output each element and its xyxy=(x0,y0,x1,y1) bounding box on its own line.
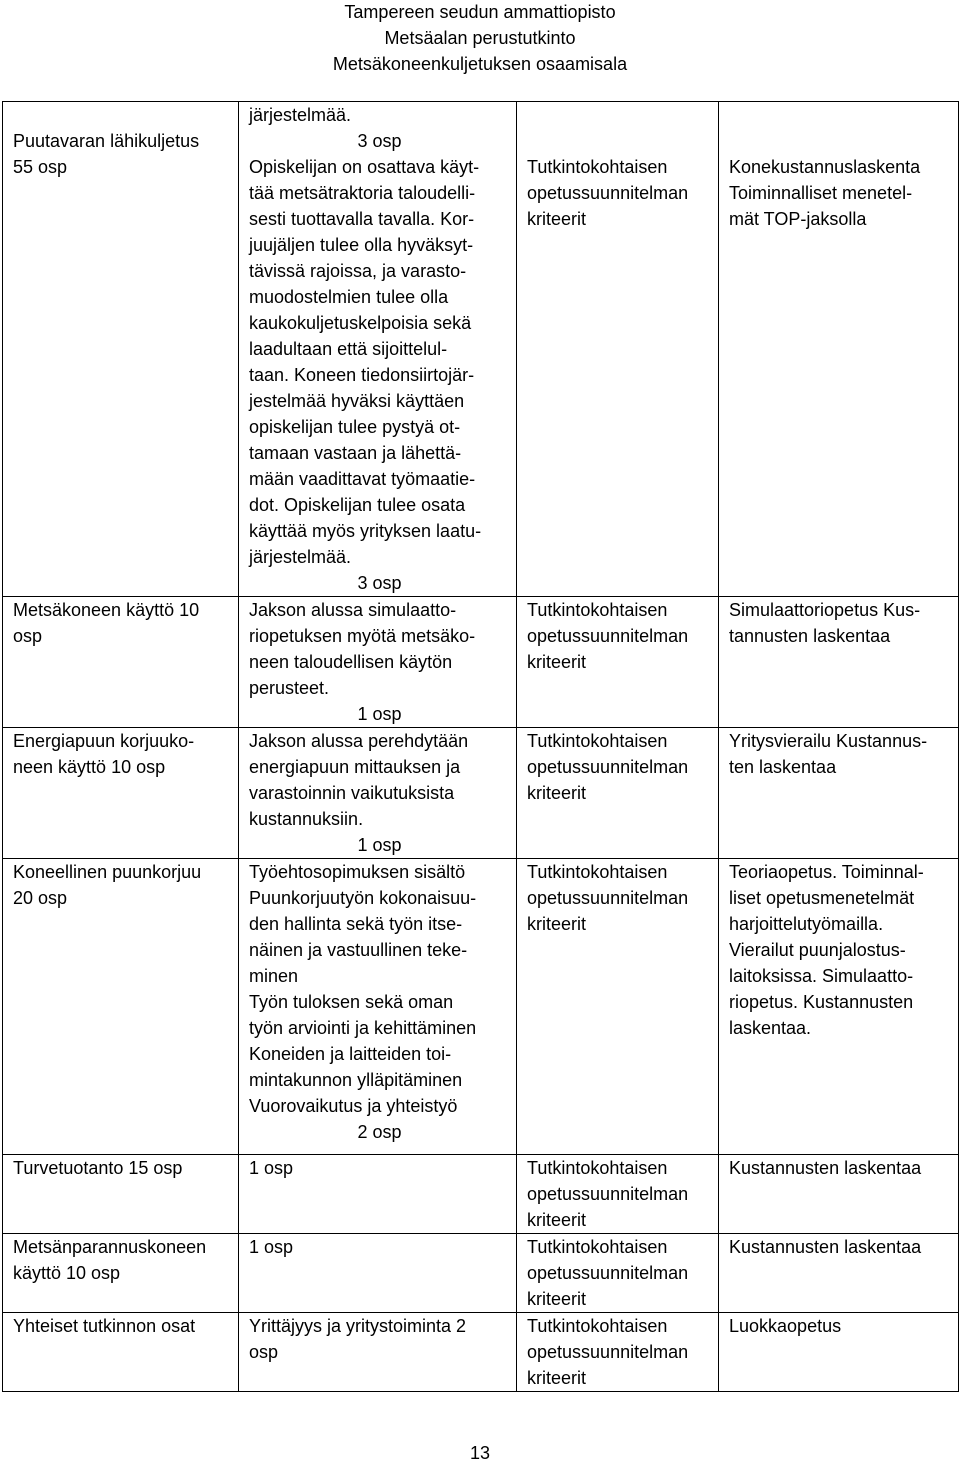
table-row xyxy=(3,728,959,859)
curriculum-table xyxy=(2,101,959,1392)
module-cell: Turvetuotanto 15 osp xyxy=(3,1155,239,1234)
methods-cell: Kustannusten laskentaa xyxy=(719,1155,959,1234)
table-row xyxy=(3,102,959,597)
table-row xyxy=(3,597,959,728)
assessment-cell: Tutkintokohtaisen opetussuunnitelman kriteerit xyxy=(517,597,719,728)
header-degree: Metsäalan perustutkinto xyxy=(384,28,576,48)
module-cell: Metsäkoneen käyttö 10 osp xyxy=(3,597,239,728)
module-cell: Koneellinen puunkorjuu 20 osp xyxy=(3,859,239,1155)
credits-label: 1 osp xyxy=(357,835,402,855)
methods-cell: Yritysvierailu Kustannus- ten laskentaa xyxy=(719,728,959,859)
content-cell: 1 osp xyxy=(239,1155,517,1234)
module-cell: Puutavaran lähikuljetus 55 osp xyxy=(3,102,239,597)
content-cell xyxy=(239,728,517,859)
methods-cell: Simulaattoriopetus Kus- tannusten laskentaa xyxy=(719,597,959,728)
content-text: Jakson alussa simulaatto- riopetuksen myötä metsäko- neen taloudellisen käytön perusteet. xyxy=(249,600,476,698)
credits-label: 1 osp xyxy=(357,704,402,724)
content-continued: järjestelmää. xyxy=(249,105,352,125)
table-row xyxy=(3,859,959,1155)
credits-label: 3 osp xyxy=(357,573,402,593)
content-cell xyxy=(239,597,517,728)
assessment-cell: Tutkintokohtaisen opetussuunnitelman kriteerit xyxy=(517,859,719,1155)
module-cell: Yhteiset tutkinnon osat xyxy=(3,1313,239,1392)
header-school: Tampereen seudun ammattiopisto xyxy=(344,2,616,22)
table-row xyxy=(3,1313,959,1392)
module-cell: Metsänparannuskoneen käyttö 10 osp xyxy=(3,1234,239,1313)
content-text: Jakson alussa perehdytään energiapuun mittauksen ja varastoinnin vaikutuksista kustannuksiin. xyxy=(249,731,469,829)
content-text: Opiskelijan on osattava käyt- tää metsätraktoria taloudelli- sesti tuottavalla tavalla. Kor- juujäljen tulee olla hyväksyt- tävissä rajoissa, ja varasto- muodostelmien tulee olla kaukokuljetuskelpoisia sekä laadultaan että sijoittelul- taan. Koneen tiedonsiirtojär- jestelmää hyväksi käyttäen opiskelijan tulee pystyä ot- tamaan vastaan ja lähettä- mään vaadittavat työmaatie- dot. Opiskelijan tulee osata käyttää myös yrityksen laatu- järjestelmää. xyxy=(249,157,482,567)
content-cell xyxy=(239,859,517,1155)
content-cell xyxy=(239,102,517,597)
table-row xyxy=(3,1234,959,1313)
module-cell: Energiapuun korjuuko- neen käyttö 10 osp xyxy=(3,728,239,859)
content-cell: 1 osp xyxy=(239,1234,517,1313)
methods-cell: Kustannusten laskentaa xyxy=(719,1234,959,1313)
content-cell: Yrittäjyys ja yritystoiminta 2 osp xyxy=(239,1313,517,1392)
credits-label: 2 osp xyxy=(357,1122,402,1142)
table-row xyxy=(3,1155,959,1234)
page-number: 13 xyxy=(469,1443,491,1463)
assessment-cell: Tutkintokohtaisen opetussuunnitelman kriteerit xyxy=(517,102,719,597)
assessment-cell: Tutkintokohtaisen opetussuunnitelman kriteerit xyxy=(517,728,719,859)
assessment-cell: Tutkintokohtaisen opetussuunnitelman kriteerit xyxy=(517,1155,719,1234)
methods-cell: Teoriaopetus. Toiminnal- liset opetusmenetelmät harjoittelutyömailla. Vierailut puunjalostus- laitoksissa. Simulaatto- riopetus. Kustannusten laskentaa. xyxy=(719,859,959,1155)
header-specialization: Metsäkoneenkuljetuksen osaamisala xyxy=(332,54,628,74)
methods-cell: Konekustannuslaskenta Toiminnalliset menetel- mät TOP-jaksolla xyxy=(719,102,959,597)
content-text: Työehtosopimuksen sisältö Puunkorjuutyön kokonaisuu- den hallinta sekä työn itse- näinen ja vastuullinen teke- minen Työn tuloksen sekä oman työn arviointi ja kehittäminen Koneiden ja laitteiden toi- mintakunnon ylläpitäminen Vuorovaikutus ja yhteistyö xyxy=(249,862,477,1116)
assessment-cell: Tutkintokohtaisen opetussuunnitelman kriteerit xyxy=(517,1313,719,1392)
assessment-cell: Tutkintokohtaisen opetussuunnitelman kriteerit xyxy=(517,1234,719,1313)
methods-cell: Luokkaopetus xyxy=(719,1313,959,1392)
credits-label: 3 osp xyxy=(357,131,402,151)
